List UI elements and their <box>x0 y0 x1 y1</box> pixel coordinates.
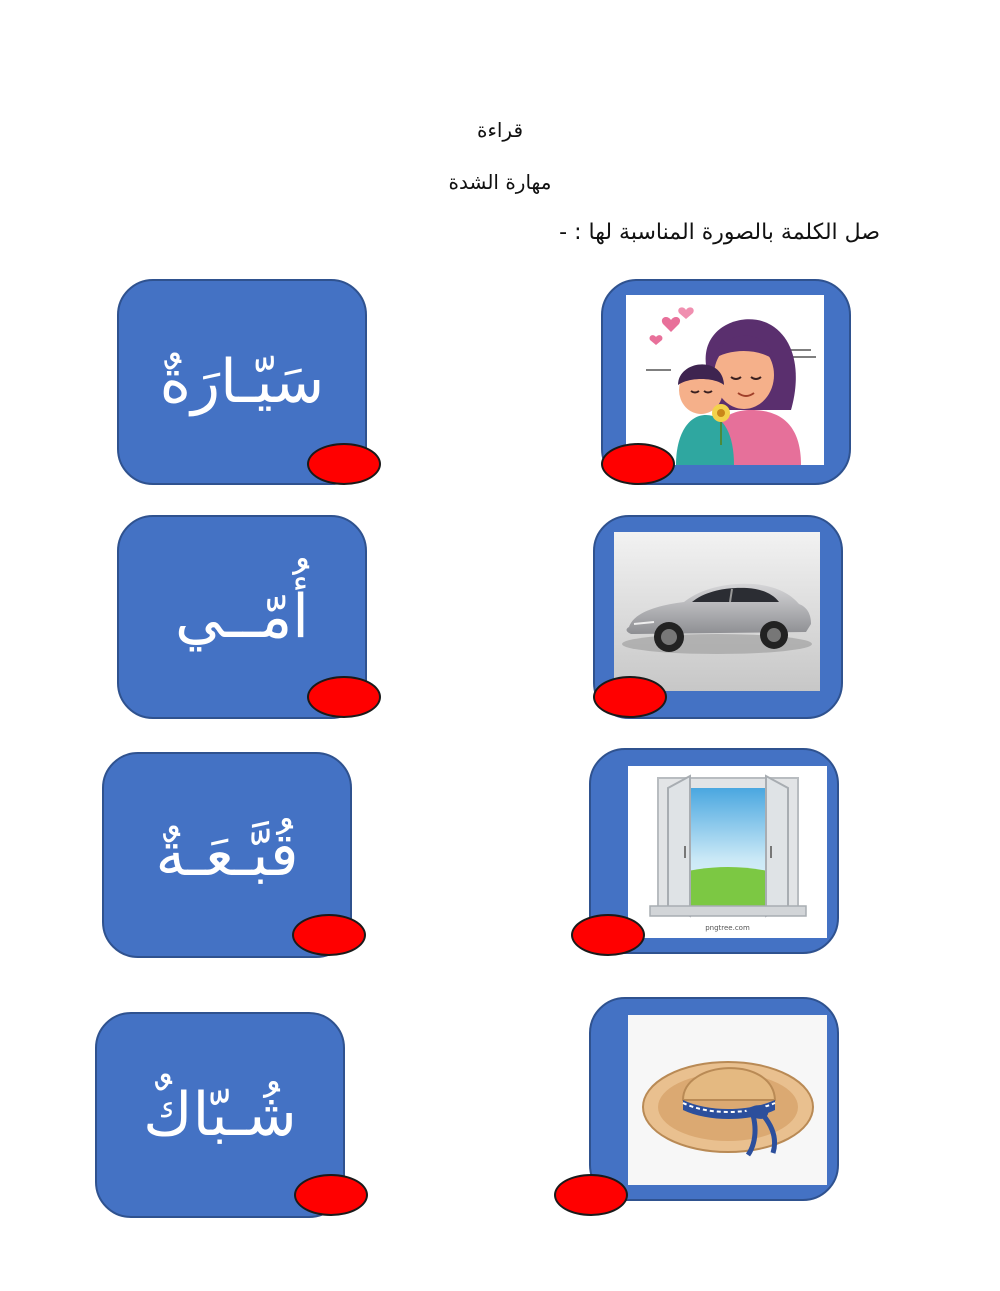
match-dot-word-window[interactable] <box>294 1174 368 1216</box>
match-dot-picture-car[interactable] <box>593 676 667 718</box>
word-car: سَيّـارَةٌ <box>159 347 325 417</box>
mother-daughter-image <box>626 295 824 465</box>
straw-hat-image <box>628 1015 827 1185</box>
worksheet-subtitle: مهارة الشدة <box>448 170 552 194</box>
match-dot-word-car[interactable] <box>307 443 381 485</box>
car-image <box>614 532 820 691</box>
word-mother: أُمّــي <box>175 582 309 652</box>
word-window: شُـبّاكٌ <box>143 1080 297 1150</box>
window-image-caption: pngtree.com <box>705 924 750 932</box>
match-dot-picture-mother[interactable] <box>601 443 675 485</box>
window-image <box>628 766 827 938</box>
word-hat: قُبَّـعَـةٌ <box>155 820 299 890</box>
match-dot-word-hat[interactable] <box>292 914 366 956</box>
instruction-text: صل الكلمة بالصورة المناسبة لها : - <box>559 220 880 245</box>
match-dot-word-mother[interactable] <box>307 676 381 718</box>
match-dot-picture-window[interactable] <box>571 914 645 956</box>
match-dot-picture-hat[interactable] <box>554 1174 628 1216</box>
worksheet-title: قراءة <box>476 118 524 142</box>
